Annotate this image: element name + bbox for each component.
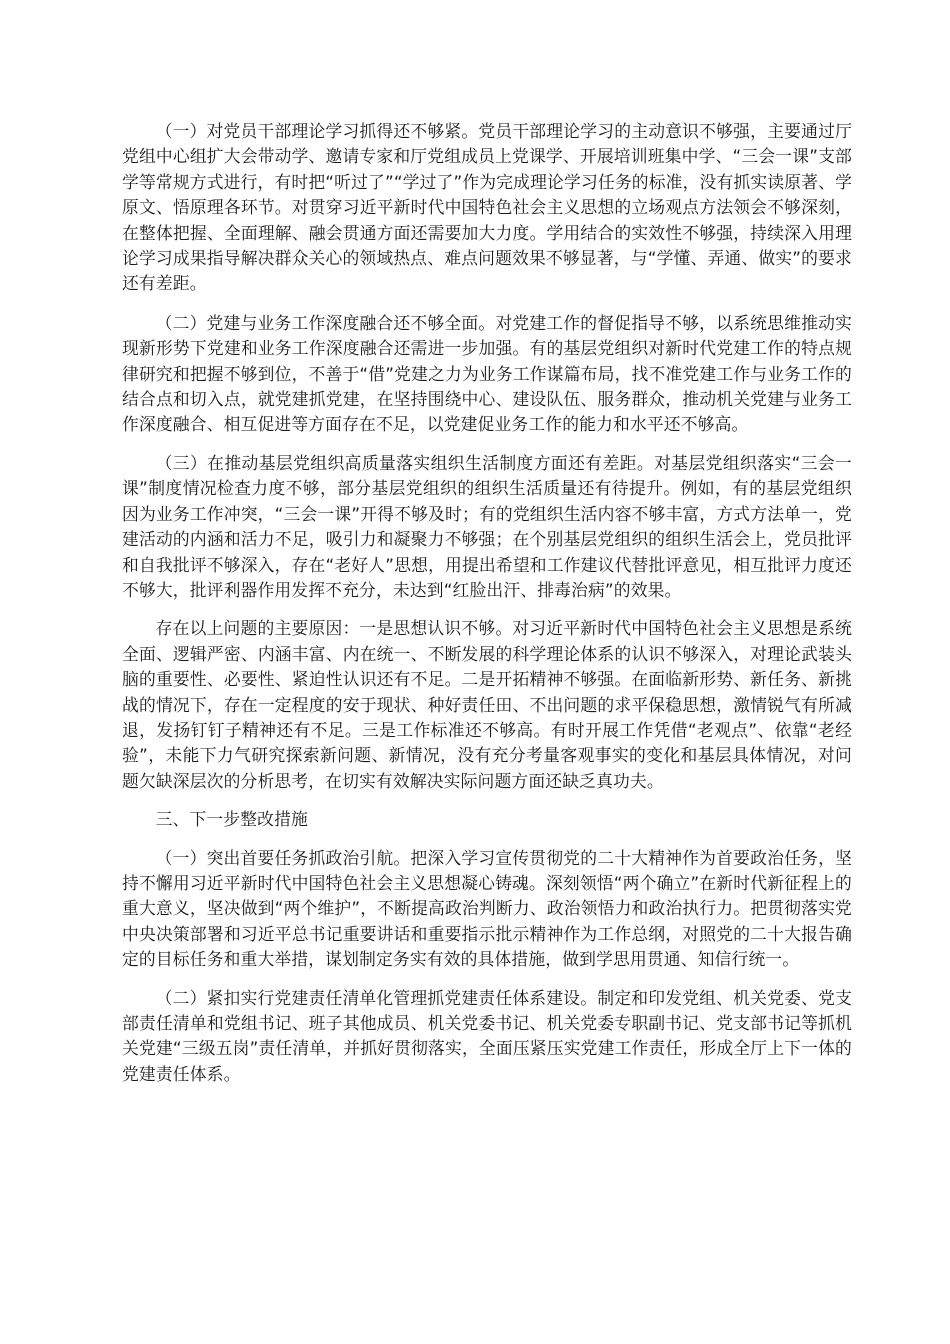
section-heading: 三、下一步整改措施 bbox=[155, 809, 308, 830]
measure-paragraph-1: （一）突出首要任务抓政治引航。把深入学习宣传贯彻党的二十大精神作为首要政治任务，坚持不懈用习近平新时代中国特色社会主义思想凝心铸魂。深刻领悟“两个确立”在新时代新征程上的重大意义，坚决做到“两个维护”，不断提高政治判断力、政治领悟力和政治执行力。把贯彻落实党中央决策部署和习近平总书记重要讲话和重要指示批示精神作为工作总纲，对照党的二十大报告确定的目标任务和重大举措，谋划制定务实有效的具体措施，做到学思用贯通、知信行统一。 bbox=[122, 847, 852, 970]
issue-paragraph-3: （三）在推动基层党组织高质量落实组织生活制度方面还有差距。对基层党组织落实“三会一课”制度情况检查力度不够，部分基层党组织的组织生活质量还有待提升。例如，有的基层党组织因为业务工作冲突，“三会一课”开得不够及时；有的党组织生活内容不够丰富，方式方法单一，党建活动的内涵和活力不足，吸引力和凝聚力不够强；在个别基层党组织的组织生活会上，党员批评和自我批评不够深入，存在“老好人”思想，用提出希望和工作建议代替批评意见，相互批评力度还不够大，批评利器作用发挥不充分，未达到“红脸出汗、排毒治病”的效果。 bbox=[122, 452, 852, 600]
issue-paragraph-2: （二）党建与业务工作深度融合还不够全面。对党建工作的督促指导不够，以系统思维推动实现新形势下党建和业务工作深度融合还需进一步加强。有的基层党组织对新时代党建工作的特点规律研究和把握不够到位，不善于“借”党建之力为业务工作谋篇布局，找不准党建工作与业务工作的结合点和切入点，就党建抓党建，在坚持围绕中心、建设队伍、服务群众，推动机关党建与业务工作深度融合、相互促进等方面存在不足，以党建促业务工作的能力和水平还不够高。 bbox=[122, 312, 852, 435]
causes-paragraph: 存在以上问题的主要原因：一是思想认识不够。对习近平新时代中国特色社会主义思想是系统全面、逻辑严密、内涵丰富、内在统一、不断发展的科学理论体系的认识不够深入，对理论武装头脑的重要性、必要性、紧迫性认识还有不足。二是开拓精神不够强。在面临新形势、新任务、新挑战的情况下，存在一定程度的安于现状、种好责任田、不出问题的求平保稳思想，激情锐气有所减退，发扬钉钉子精神还有不足。三是工作标准还不够高。有时开展工作凭借“老观点”、依靠“老经验”，未能下力气研究探索新问题、新情况，没有充分考量客观事实的变化和基层具体情况，对问题欠缺深层次的分析思考，在切实有效解决实际问题方面还缺乏真功夫。 bbox=[122, 618, 852, 791]
issue-paragraph-1: （一）对党员干部理论学习抓得还不够紧。党员干部理论学习的主动意识不够强，主要通过厅党组中心组扩大会带动学、邀请专家和厅党组成员上党课学、开展培训班集中学、“三会一课”支部学等常规方式进行，有时把“听过了”“学过了”作为完成理论学习任务的标准，没有抓实读原著、学原文、悟原理各环节。对贯穿习近平新时代中国特色社会主义思想的立场观点方法领会不够深刻，在整体把握、全面理解、融会贯通方面还需要加大力度。学用结合的实效性不够强，持续深入用理论学习成果指导解决群众关心的领域热点、难点问题效果不够显著，与“学懂、弄通、做实”的要求还有差距。 bbox=[122, 121, 852, 294]
measure-paragraph-2: （二）紧扣实行党建责任清单化管理抓党建责任体系建设。制定和印发党组、机关党委、党支部责任清单和党组书记、班子其他成员、机关党委书记、机关党委专职副书记、党支部书记等抓机关党建“三级五岗”责任清单，并抓好贯彻落实，全面压紧压实党建工作责任，形成全厅上下一体的党建责任体系。 bbox=[122, 987, 852, 1084]
document-page bbox=[122, 119, 852, 1100]
